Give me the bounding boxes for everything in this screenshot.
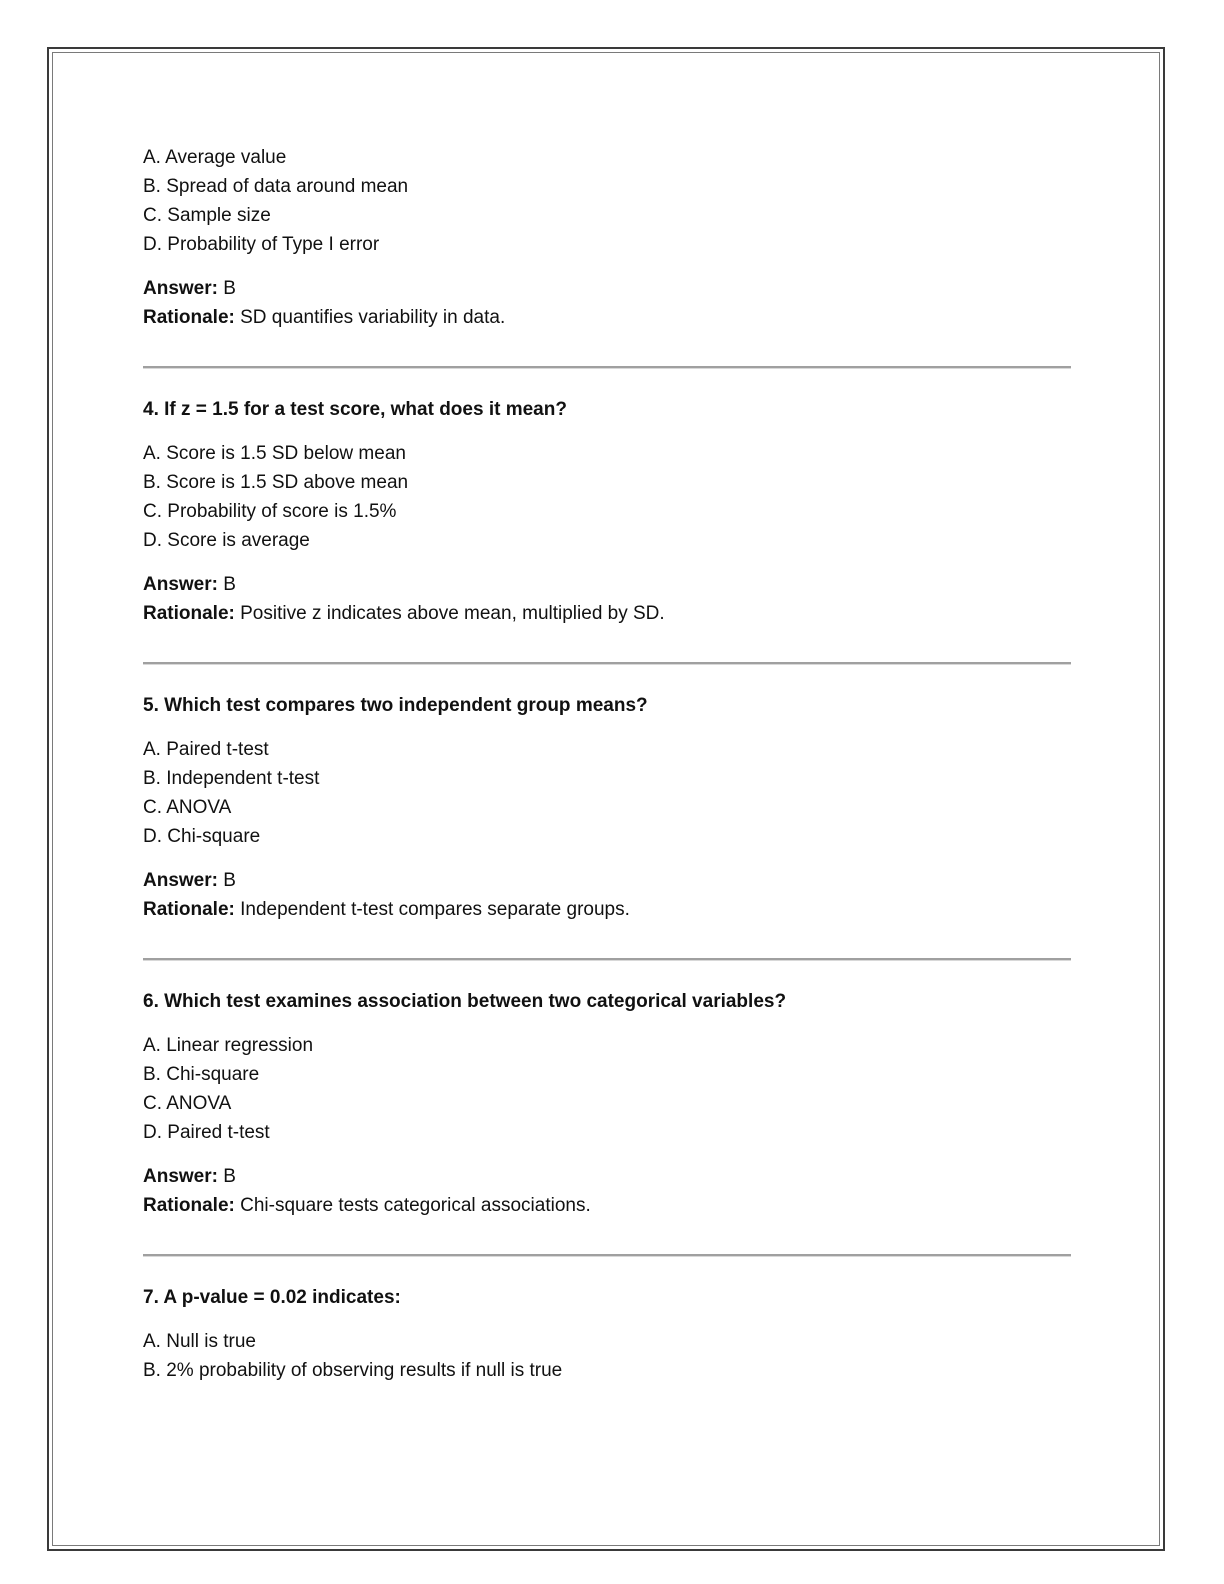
rationale-label: Rationale: (143, 1195, 235, 1216)
rationale-text: Independent t-test compares separate groups. (234, 899, 630, 920)
answer-block (143, 274, 1071, 332)
quiz-content (143, 143, 1071, 1385)
option-a: A. Null is true (143, 1331, 256, 1352)
answer-label: Answer: (143, 1166, 218, 1187)
section-divider (143, 958, 1071, 961)
section-divider (143, 662, 1071, 665)
answer-value: B (217, 870, 236, 891)
question-text: 5. Which test compares two independent group means? (143, 695, 648, 716)
option-b: B. 2% probability of observing results if null is true (143, 1360, 563, 1381)
section-divider (143, 366, 1071, 369)
rationale-row (143, 303, 1071, 332)
question-text: 7. A p-value = 0.02 indicates: (143, 1287, 401, 1308)
option-c: C. ANOVA (143, 797, 232, 818)
question-text: 4. If z = 1.5 for a test score, what does it mean? (143, 399, 567, 420)
rationale-text: SD quantifies variability in data. (234, 307, 506, 328)
answer-row (143, 274, 1071, 303)
question-5-block (143, 691, 1071, 924)
rationale-label: Rationale: (143, 603, 235, 624)
option-c: C. Sample size (143, 205, 271, 226)
option-d: D. Paired t-test (143, 1122, 270, 1143)
option-d: D. Probability of Type I error (143, 234, 380, 255)
answer-value: B (217, 1166, 236, 1187)
question-6-block (143, 987, 1071, 1220)
rationale-text: Positive z indicates above mean, multiplied by SD. (234, 603, 665, 624)
question-7-block (143, 1283, 1071, 1385)
answer-value: B (217, 278, 236, 299)
option-a: A. Paired t-test (143, 739, 269, 760)
option-b: B. Chi-square (143, 1064, 260, 1085)
question-3-block (143, 143, 1071, 332)
rationale-row (143, 599, 1071, 628)
option-a: A. Linear regression (143, 1035, 314, 1056)
answer-block (143, 570, 1071, 628)
option-d: D. Chi-square (143, 826, 261, 847)
option-c: C. Probability of score is 1.5% (143, 501, 397, 522)
rationale-label: Rationale: (143, 899, 235, 920)
answer-row (143, 1162, 1071, 1191)
rationale-label: Rationale: (143, 307, 235, 328)
answer-label: Answer: (143, 870, 218, 891)
rationale-row (143, 1191, 1071, 1220)
option-b: B. Independent t-test (143, 768, 320, 789)
answer-label: Answer: (143, 278, 218, 299)
rationale-row (143, 895, 1071, 924)
answer-row (143, 570, 1071, 599)
option-b: B. Spread of data around mean (143, 176, 409, 197)
answer-block (143, 866, 1071, 924)
question-4-block (143, 395, 1071, 628)
answer-value: B (217, 574, 236, 595)
option-a: A. Average value (143, 147, 287, 168)
option-a: A. Score is 1.5 SD below mean (143, 443, 406, 464)
answer-block (143, 1162, 1071, 1220)
answer-row (143, 866, 1071, 895)
option-d: D. Score is average (143, 530, 310, 551)
option-c: C. ANOVA (143, 1093, 232, 1114)
option-b: B. Score is 1.5 SD above mean (143, 472, 409, 493)
rationale-text: Chi-square tests categorical associations. (234, 1195, 591, 1216)
section-divider (143, 1254, 1071, 1257)
question-text: 6. Which test examines association between two categorical variables? (143, 991, 787, 1012)
answer-label: Answer: (143, 574, 218, 595)
